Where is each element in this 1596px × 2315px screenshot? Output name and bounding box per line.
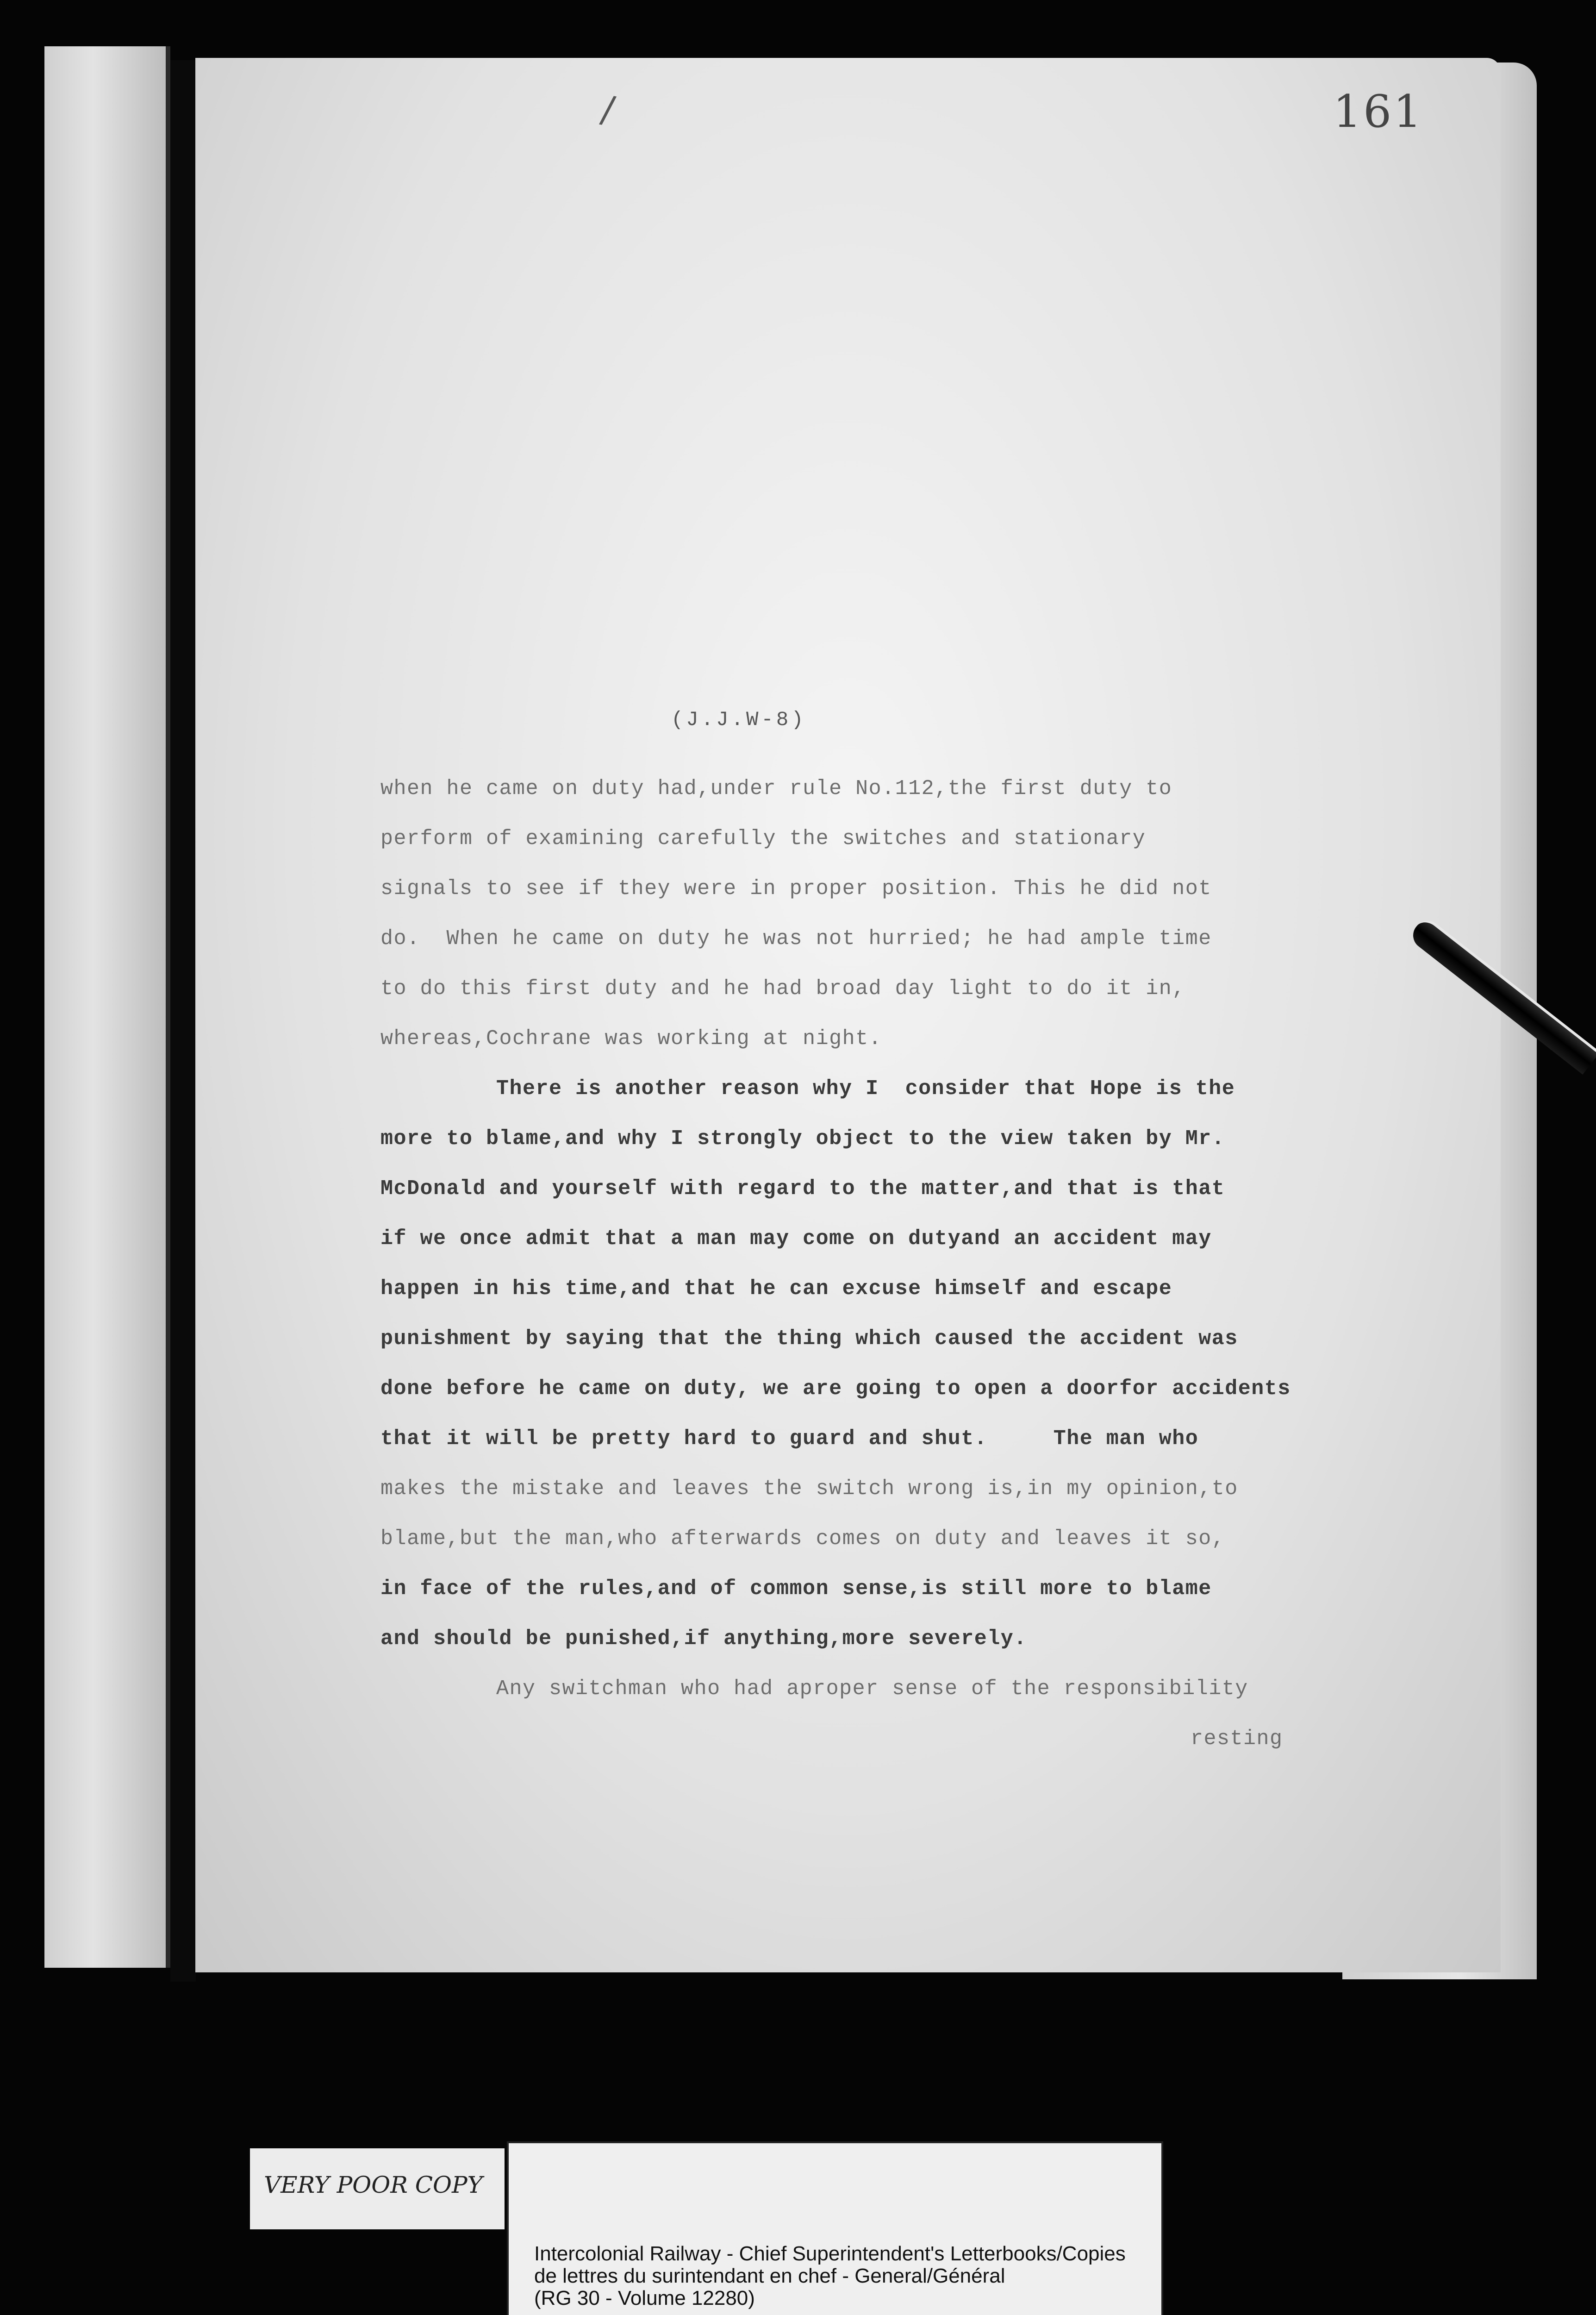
text-line: happen in his time,and that he can excuse himself and escape — [380, 1277, 1172, 1301]
quality-note-label — [250, 2148, 505, 2229]
text-line: There is another reason why I consider that Hope is the — [496, 1077, 1235, 1101]
text-line: perform of examining carefully the switches and stationary — [380, 827, 1146, 851]
text-line: if we once admit that a man may come on dutyand an accident may — [380, 1227, 1212, 1251]
reference-header: (J.J.W-8) — [671, 708, 806, 732]
text-line: Any switchman who had aproper sense of the responsibility — [496, 1677, 1248, 1701]
text-line: signals to see if they were in proper position. This he did not — [380, 877, 1212, 901]
text-line: do. When he came on duty he was not hurried; he had ample time — [380, 927, 1212, 951]
text-line: blame,but the man,who afterwards comes on duty and leaves it so, — [380, 1527, 1225, 1551]
handwritten-tick: / — [598, 87, 618, 132]
text-line: that it will be pretty hard to guard and shut. The man who — [380, 1427, 1199, 1451]
caption-line: Intercolonial Railway - Chief Superintendent's Letterbooks/Copies — [534, 2242, 1126, 2265]
text-line: makes the mistake and leaves the switch wrong is,in my opinion,to — [380, 1477, 1238, 1501]
adjacent-page-edge — [44, 46, 170, 1968]
text-line: whereas,Cochrane was working at night. — [380, 1027, 882, 1051]
binding-gutter — [170, 60, 196, 1982]
text-line: when he came on duty had,under rule No.112,the first duty to — [380, 777, 1172, 801]
letter-body — [380, 764, 1362, 1764]
text-line: more to blame,and why I strongly object to the view taken by Mr. — [380, 1127, 1225, 1151]
archive-caption-label — [507, 2141, 1163, 2315]
text-line: and should be punished,if anything,more severely. — [380, 1627, 1027, 1651]
caption-line: de lettres du surintendant en chef - General/Général — [534, 2265, 1005, 2287]
text-line: done before he came on duty, we are going to open a doorfor accidents — [380, 1377, 1291, 1401]
text-line: to do this first duty and he had broad day light to do it in, — [380, 977, 1185, 1001]
text-line: punishment by saying that the thing which caused the accident was — [380, 1327, 1238, 1351]
caption-line: (RG 30 - Volume 12280) — [534, 2287, 755, 2309]
text-line: in face of the rules,and of common sense,is still more to blame — [380, 1577, 1212, 1601]
quality-note-text: VERY POOR COPY — [264, 2171, 483, 2198]
text-line: McDonald and yourself with regard to the matter,and that is that — [380, 1177, 1225, 1201]
text-line: resting — [1191, 1727, 1283, 1751]
archive-caption — [534, 2243, 1154, 2309]
page-number: 161 — [1333, 86, 1424, 138]
